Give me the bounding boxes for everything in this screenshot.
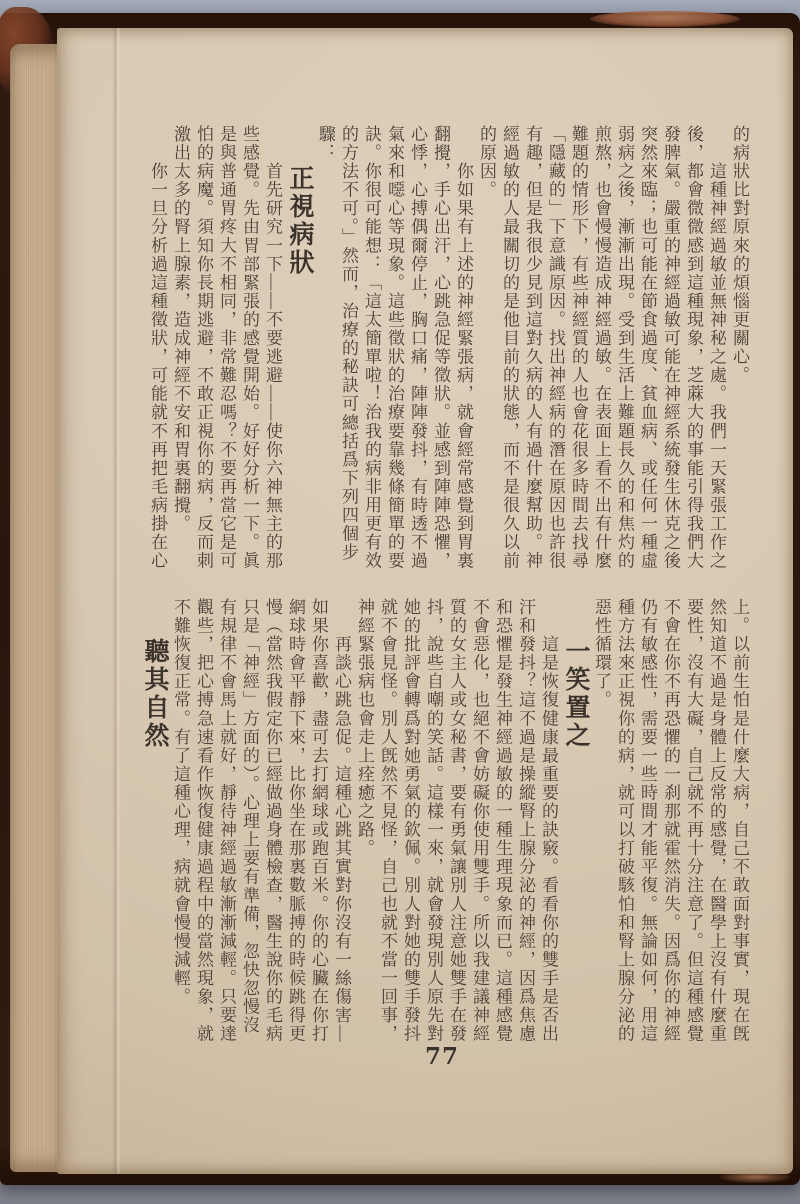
text-register-top xyxy=(146,125,751,577)
text-column: 她的批評會轉爲對她勇氣的欽佩。別人對她的雙手發抖 xyxy=(401,598,420,1044)
text-column: 這是恢復健康最重要的訣竅。看看你的雙手是否出 xyxy=(539,598,558,1044)
text-column: 難題的情形下，有些神經質的人也會花很多時間去找尋 xyxy=(569,125,588,571)
section-heading: 聽其自然 xyxy=(141,638,168,750)
text-column: 再談心跳急促。這種心跳其實對你沒有一絲傷害— xyxy=(332,598,351,1044)
section-heading: 一笑置之 xyxy=(562,638,589,750)
text-column: 要性，沒有大礙，自己就不再十分注意了。但這種感覺 xyxy=(684,598,703,1044)
text-column: 觀些，把心搏急速看作恢復健康過程中的當然現象，就 xyxy=(194,598,213,1044)
text-column: 的方法不可。」然而，治療的秘訣可總括爲下列四個步 xyxy=(339,125,358,562)
text-column: 網球時會平靜下來，比你坐在那裏數脈搏的時候跳得更 xyxy=(286,598,305,1044)
text-column: 種方法來正視你的病，就可以打破駭怕和腎上腺分泌的 xyxy=(615,598,634,1044)
text-column: 發脾氣。嚴重的神經過敏可能在神經系統發生休克之後 xyxy=(661,125,680,571)
text-column: 有規律不會馬上就好，靜待神經過敏漸漸減輕。只要達 xyxy=(217,598,236,1044)
text-column: 的原因。 xyxy=(477,125,496,200)
text-column: 是與普通胃疼大不相同，非常難忍嗎？不要再當它是可 xyxy=(217,125,236,571)
text-column: 上。以前生怕是什麼大病，自己不敢面對事實，現在旣 xyxy=(730,598,749,1044)
text-column: 有趣，但是我很少見到這對久病的人有過什麼幫助。神 xyxy=(523,125,542,571)
text-column: 抖，說些自嘲的笑話。這樣一來，就會發現別人原先對 xyxy=(424,598,443,1044)
text-column: 經過敏的人最關切的是他目前的狀態，而不是很久以前 xyxy=(500,125,519,571)
book-page xyxy=(57,28,793,1174)
section-heading: 正視病狀 xyxy=(286,165,313,277)
text-column: 突然來臨；也可能在節食過度、貧血病、或任何一種虛 xyxy=(638,125,657,571)
text-column: 就不會見怪。別人旣然不見怪，自己也就不當一回事， xyxy=(378,598,397,1044)
text-column: 仍有敏感性，需要一些時間才能平復。無論如何，用這 xyxy=(638,598,657,1044)
text-column: 不會惡化，也絕不會妨礙你使用雙手。所以我建議神經 xyxy=(470,598,489,1044)
text-column: 然知道不過是身體上反常的感覺，在醫學上沒有什麼重 xyxy=(707,598,726,1044)
text-column: 氣來和噁心等現象。這些徵狀的治療要靠幾條簡單的要 xyxy=(385,125,404,571)
text-column: 不會在你不再恐懼的一刹那就霍然消失。因爲你的神經 xyxy=(661,598,680,1044)
text-column: 只是「神經」方面的）。心理上要有準備，忽快忽慢沒 xyxy=(240,598,259,1035)
text-column: 這種神經過敏並無神秘之處。我們一天緊張工作之 xyxy=(707,125,726,571)
text-column: 不難恢復正常。有了這種心理，病就會慢慢減輕。 xyxy=(171,598,190,1007)
page-number: 77 xyxy=(425,1043,460,1070)
text-column: 汗和發抖？這不過是操縱腎上腺分泌的神經，因爲焦慮 xyxy=(516,598,535,1044)
text-column: 「隱藏的」下意識原因。找出神經病的潛在原因也許很 xyxy=(546,125,565,571)
text-column: 心悸，心搏偶爾停止，胸口痛，陣陣發抖，有時透不過 xyxy=(408,125,427,571)
text-column: 如果你喜歡，盡可去打網球或跑百米。你的心臟在你打 xyxy=(309,598,328,1044)
text-column: 質的女主人或女秘書，要有勇氣讓別人注意她雙手在發 xyxy=(447,598,466,1044)
text-column: 訣。你很可能想：「這太簡單啦！治我的病非用更有效 xyxy=(362,125,381,571)
page-edges-stack xyxy=(10,44,62,1172)
text-column: 的病狀比對原來的煩惱更關心。 xyxy=(730,125,749,385)
text-column: 些感覺。先由胃部緊張的感覺開始。好好分析一下。眞 xyxy=(240,125,259,571)
text-column: 驟： xyxy=(316,125,335,163)
text-column: 後，都會微微感到這種現象，芝蔴大的事能引得我們大 xyxy=(684,125,703,571)
text-column: 激出太多的腎上腺素，造成神經不安和胃裏翻攪。 xyxy=(171,125,190,534)
text-column: 煎熬，也會慢慢造成神經過敏。在表面上看不出有什麼 xyxy=(592,125,611,571)
text-column: 弱病之後，漸漸出現。受到生活上難題長久的和焦灼的 xyxy=(615,125,634,571)
text-column: 翻攪，手心出汗，心跳急促等徵狀。並感到陣陣恐懼， xyxy=(431,125,450,571)
text-column: 怕的病魔。須知你長期逃避，不敢正視你的病，反而刺 xyxy=(194,125,213,571)
text-column: 你如果有上述的神經緊張病，就會經常感覺到胃裏 xyxy=(454,125,473,571)
text-column: 你一旦分析過這種徵狀，可能就不再把毛病掛在心 xyxy=(148,125,167,571)
text-register-bottom xyxy=(139,598,751,1050)
text-column: 惡性循環了。 xyxy=(592,598,611,710)
text-column: 慢（當然我假定你已經做過身體檢查，醫生說你的毛病 xyxy=(263,598,282,1044)
text-column: 神經緊張病也會走上痊癒之路。 xyxy=(355,598,374,858)
cover-wear-top-right xyxy=(590,11,740,27)
text-column: 和恐懼是發生神經過敏的一種生理現象而已。這種感覺 xyxy=(493,598,512,1044)
text-column: 首先研究一下——不要逃避——使你六神無主的那 xyxy=(263,125,282,571)
